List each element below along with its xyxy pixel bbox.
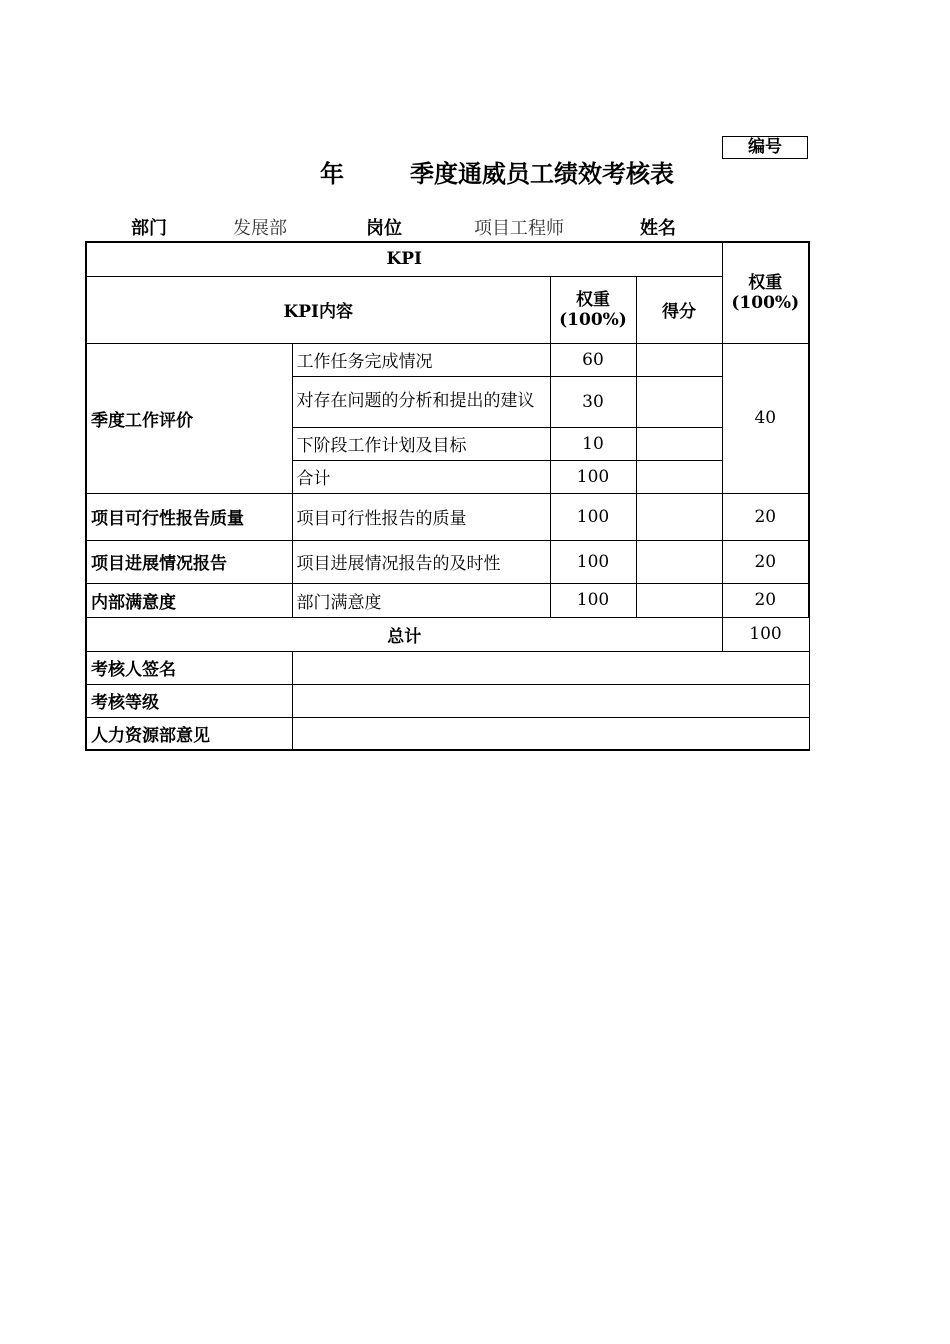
hr-opinion-label: 人力资源部意见 [86, 717, 292, 750]
weight-cell: 10 [550, 427, 636, 460]
score-cell[interactable] [636, 583, 722, 617]
kpi-table [85, 241, 810, 751]
score-cell[interactable] [636, 343, 722, 376]
page-title: 季度通威员工绩效考核表 [410, 159, 674, 188]
score-cell[interactable] [636, 376, 722, 427]
outer-weight-header: 权重 (100%) [722, 242, 809, 343]
position-value: 项目工程师 [474, 218, 564, 239]
table-row [86, 493, 809, 540]
score-cell[interactable] [636, 493, 722, 540]
score-header: 得分 [636, 276, 722, 343]
position-label: 岗位 [366, 218, 402, 239]
signature-label: 考核人签名 [86, 651, 292, 684]
weight-cell: 30 [550, 376, 636, 427]
group-weight-cell: 20 [722, 540, 809, 583]
score-cell[interactable] [636, 460, 722, 493]
kpi-header: KPI [86, 242, 722, 276]
score-cell[interactable] [636, 540, 722, 583]
weight-cell: 100 [550, 540, 636, 583]
table-row [86, 540, 809, 583]
weight-header: 权重 (100%) [550, 276, 636, 343]
weight-cell: 100 [550, 583, 636, 617]
signature-row [86, 651, 809, 684]
kpi-content-cell: 部门满意度 [292, 583, 550, 617]
group-weight-cell: 20 [722, 493, 809, 540]
title-year: 年 [320, 159, 344, 188]
category-cell: 季度工作评价 [86, 343, 292, 493]
group-weight-cell: 20 [722, 583, 809, 617]
grade-field[interactable] [292, 684, 809, 717]
total-row [86, 617, 809, 651]
total-label: 总计 [86, 617, 722, 651]
hr-opinion-field[interactable] [292, 717, 809, 750]
document-code-label: 编号 [722, 136, 808, 159]
signature-field[interactable] [292, 651, 809, 684]
kpi-content-cell: 对存在问题的分析和提出的建议 [292, 376, 550, 427]
weight-cell: 100 [550, 493, 636, 540]
kpi-content-cell: 工作任务完成情况 [292, 343, 550, 376]
kpi-content-cell: 项目可行性报告的质量 [292, 493, 550, 540]
weight-cell: 60 [550, 343, 636, 376]
table-row [86, 343, 809, 376]
weight-cell: 100 [550, 460, 636, 493]
category-cell: 项目可行性报告质量 [86, 493, 292, 540]
group-weight-cell: 40 [722, 343, 809, 493]
kpi-content-header: KPI内容 [86, 276, 550, 343]
department-label: 部门 [131, 218, 167, 239]
kpi-content-cell: 合计 [292, 460, 550, 493]
score-cell[interactable] [636, 427, 722, 460]
category-cell: 项目进展情况报告 [86, 540, 292, 583]
grade-row [86, 684, 809, 717]
kpi-content-cell: 项目进展情况报告的及时性 [292, 540, 550, 583]
total-value: 100 [722, 617, 809, 651]
department-value: 发展部 [233, 218, 287, 239]
category-cell: 内部满意度 [86, 583, 292, 617]
hr-opinion-row [86, 717, 809, 750]
name-label: 姓名 [640, 218, 676, 239]
grade-label: 考核等级 [86, 684, 292, 717]
kpi-content-cell: 下阶段工作计划及目标 [292, 427, 550, 460]
table-row [86, 583, 809, 617]
